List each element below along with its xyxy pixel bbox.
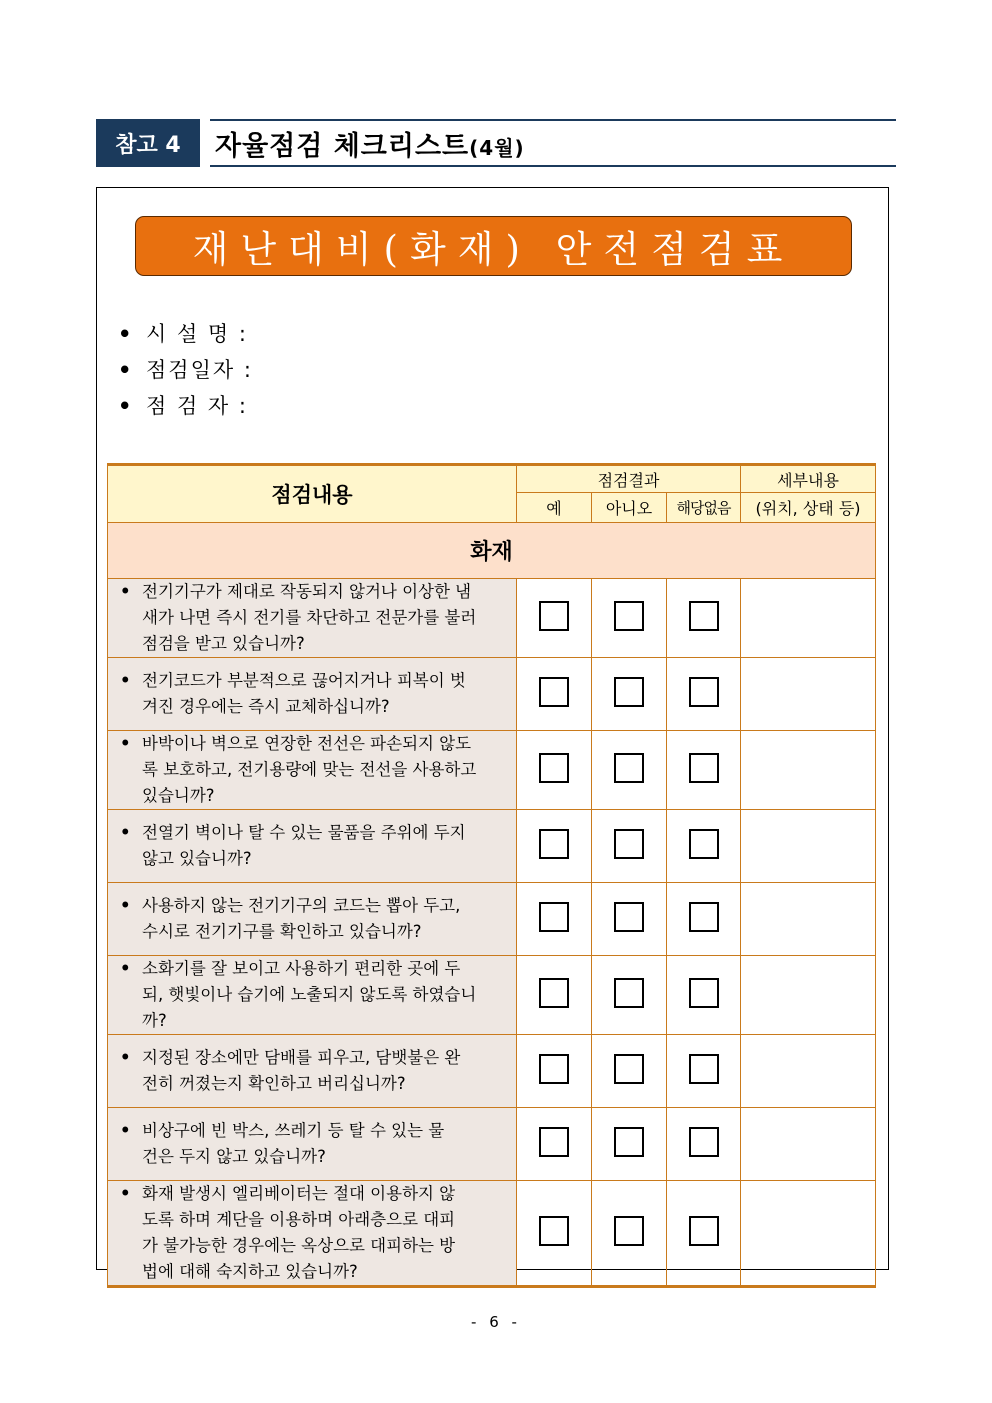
question-line: 겨진 경우에는 즉시 교체하십니까? bbox=[142, 697, 390, 716]
bullet: • bbox=[118, 322, 134, 346]
header-not-applicable: 해당없음 bbox=[667, 493, 741, 523]
yes-checkbox[interactable] bbox=[539, 902, 569, 932]
detail-cell[interactable] bbox=[741, 1035, 876, 1108]
table-row bbox=[108, 1035, 876, 1108]
not-applicable-checkbox[interactable] bbox=[689, 1127, 719, 1157]
header-content: 점검내용 bbox=[108, 465, 517, 523]
no-checkbox[interactable] bbox=[614, 601, 644, 631]
yes-checkbox[interactable] bbox=[539, 753, 569, 783]
question-text bbox=[108, 1181, 517, 1287]
table-row bbox=[108, 658, 876, 731]
not-applicable-checkbox[interactable] bbox=[689, 978, 719, 1008]
question-line: 있습니까? bbox=[142, 786, 215, 805]
detail-cell[interactable] bbox=[741, 658, 876, 731]
detail-cell[interactable] bbox=[741, 883, 876, 956]
not-applicable-checkbox[interactable] bbox=[689, 677, 719, 707]
question-line: 전히 꺼졌는지 확인하고 버리십니까? bbox=[142, 1074, 406, 1093]
not-applicable-checkbox[interactable] bbox=[689, 1216, 719, 1246]
question-text bbox=[108, 956, 517, 1035]
not-applicable-checkbox[interactable] bbox=[689, 902, 719, 932]
no-checkbox[interactable] bbox=[614, 902, 644, 932]
question-line: 전열기 벽이나 탈 수 있는 물품을 주위에 두지 bbox=[142, 823, 466, 842]
info-facility-name bbox=[118, 318, 248, 348]
detail-cell[interactable] bbox=[741, 579, 876, 658]
section-fire: 화재 bbox=[108, 523, 876, 579]
question-line: 법에 대해 숙지하고 있습니까? bbox=[142, 1262, 358, 1281]
question-line: 전기코드가 부분적으로 끊어지거나 피복이 벗 bbox=[142, 671, 466, 690]
question-line: 바박이나 벽으로 연장한 전선은 파손되지 않도 bbox=[142, 734, 472, 753]
checklist-table bbox=[107, 463, 876, 1288]
yes-checkbox[interactable] bbox=[539, 1054, 569, 1084]
bullet: • bbox=[120, 1121, 131, 1140]
header-detail: 세부내용 bbox=[741, 465, 876, 493]
no-checkbox[interactable] bbox=[614, 1054, 644, 1084]
question-line: 되, 햇빛이나 습기에 노출되지 않도록 하였습니 bbox=[142, 985, 477, 1004]
info-label: 점검일자 : bbox=[146, 358, 253, 382]
info-label: 시 설 명 : bbox=[146, 322, 248, 346]
yes-checkbox[interactable] bbox=[539, 677, 569, 707]
page-number: - 6 - bbox=[471, 1313, 521, 1331]
table-row bbox=[108, 579, 876, 658]
page-title bbox=[215, 124, 525, 163]
header-rule-top bbox=[210, 119, 896, 121]
bullet: • bbox=[118, 394, 134, 418]
checklist-banner: 재난대비(화재) 안전점검표 bbox=[135, 216, 852, 276]
table-row bbox=[108, 883, 876, 956]
bullet: • bbox=[120, 734, 131, 753]
question-line: 비상구에 빈 박스, 쓰레기 등 탈 수 있는 물 bbox=[142, 1121, 445, 1140]
no-checkbox[interactable] bbox=[614, 1127, 644, 1157]
question-line: 건은 두지 않고 있습니까? bbox=[142, 1147, 326, 1166]
question-line: 사용하지 않는 전기기구의 코드는 뽑아 두고, bbox=[142, 896, 461, 915]
detail-cell[interactable] bbox=[741, 731, 876, 810]
question-line: 도록 하며 계단을 이용하며 아래층으로 대피 bbox=[142, 1210, 456, 1229]
detail-cell[interactable] bbox=[741, 810, 876, 883]
question-text bbox=[108, 1035, 517, 1108]
question-text bbox=[108, 810, 517, 883]
not-applicable-checkbox[interactable] bbox=[689, 829, 719, 859]
not-applicable-checkbox[interactable] bbox=[689, 601, 719, 631]
question-line: 가 불가능한 경우에는 옥상으로 대피하는 방 bbox=[142, 1236, 456, 1255]
no-checkbox[interactable] bbox=[614, 1216, 644, 1246]
bullet: • bbox=[120, 896, 131, 915]
bullet: • bbox=[120, 1184, 131, 1203]
info-label: 점 검 자 : bbox=[146, 394, 248, 418]
header-rule-bottom bbox=[210, 165, 896, 167]
no-checkbox[interactable] bbox=[614, 829, 644, 859]
not-applicable-checkbox[interactable] bbox=[689, 753, 719, 783]
bullet: • bbox=[120, 823, 131, 842]
bullet: • bbox=[120, 582, 131, 601]
header-detail-sub: (위치, 상태 등) bbox=[741, 493, 876, 523]
detail-cell[interactable] bbox=[741, 956, 876, 1035]
header-result: 점검결과 bbox=[517, 465, 741, 493]
question-text bbox=[108, 1108, 517, 1181]
question-line: 새가 나면 즉시 전기를 차단하고 전문가를 불러 bbox=[142, 608, 477, 627]
not-applicable-checkbox[interactable] bbox=[689, 1054, 719, 1084]
info-inspection-date bbox=[118, 354, 253, 384]
no-checkbox[interactable] bbox=[614, 978, 644, 1008]
detail-cell[interactable] bbox=[741, 1181, 876, 1287]
table-row bbox=[108, 1181, 876, 1287]
question-text bbox=[108, 883, 517, 956]
yes-checkbox[interactable] bbox=[539, 1127, 569, 1157]
table-row bbox=[108, 1108, 876, 1181]
question-line: 소화기를 잘 보이고 사용하기 편리한 곳에 두 bbox=[142, 959, 461, 978]
question-text bbox=[108, 658, 517, 731]
question-text bbox=[108, 731, 517, 810]
question-line: 까? bbox=[142, 1011, 167, 1030]
no-checkbox[interactable] bbox=[614, 753, 644, 783]
header-yes: 예 bbox=[517, 493, 592, 523]
yes-checkbox[interactable] bbox=[539, 601, 569, 631]
detail-cell[interactable] bbox=[741, 1108, 876, 1181]
no-checkbox[interactable] bbox=[614, 677, 644, 707]
bullet: • bbox=[120, 1048, 131, 1067]
question-line: 수시로 전기기구를 확인하고 있습니까? bbox=[142, 922, 422, 941]
table-row bbox=[108, 810, 876, 883]
table-row bbox=[108, 956, 876, 1035]
question-line: 않고 있습니까? bbox=[142, 849, 252, 868]
reference-badge: 참고 4 bbox=[96, 119, 200, 167]
page-title-suffix: (4월) bbox=[469, 136, 525, 160]
question-text bbox=[108, 579, 517, 658]
yes-checkbox[interactable] bbox=[539, 1216, 569, 1246]
bullet: • bbox=[120, 959, 131, 978]
info-inspector bbox=[118, 390, 248, 420]
yes-checkbox[interactable] bbox=[539, 978, 569, 1008]
bullet: • bbox=[118, 358, 134, 382]
yes-checkbox[interactable] bbox=[539, 829, 569, 859]
question-line: 지정된 장소에만 담배를 피우고, 담뱃불은 완 bbox=[142, 1048, 461, 1067]
header-no: 아니오 bbox=[592, 493, 667, 523]
question-line: 화재 발생시 엘리베이터는 절대 이용하지 않 bbox=[142, 1184, 456, 1203]
question-line: 전기기구가 제대로 작동되지 않거나 이상한 냄 bbox=[142, 582, 472, 601]
table-row bbox=[108, 731, 876, 810]
bullet: • bbox=[120, 671, 131, 690]
question-line: 록 보호하고, 전기용량에 맞는 전선을 사용하고 bbox=[142, 760, 477, 779]
page-title-text: 자율점검 체크리스트 bbox=[215, 131, 470, 162]
question-line: 점검을 받고 있습니까? bbox=[142, 634, 305, 653]
